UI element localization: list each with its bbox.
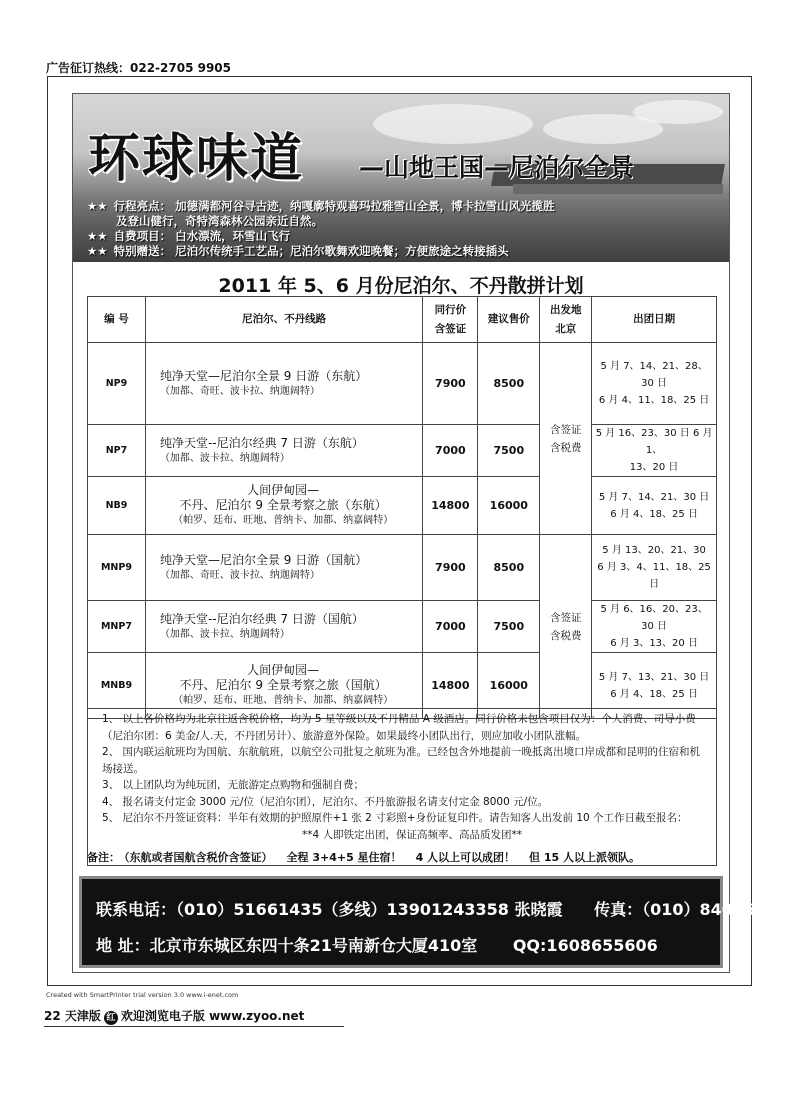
header-dates: 出团日期 (592, 297, 717, 343)
address-text: 北京市东城区东四十条21号南新仓大厦410室 (149, 936, 478, 955)
tour-code: MNP7 (88, 601, 146, 653)
remark-line (87, 850, 717, 866)
header-retail-price: 建议售价 (478, 297, 540, 343)
note-item: 4、 报名请支付定金 3000 元/位（尼泊尔团），尼泊尔、不丹旅游报名请支付定金 8000 元/位。 (102, 795, 549, 808)
highlight-text: 加德满都河谷寻古迹，纳嘎廓特观喜玛拉雅雪山全景，博卡拉雪山风光揽胜 (175, 199, 555, 213)
departure-dates (592, 601, 717, 653)
date-line: 5 月 7、14、21、28、30 日 (600, 361, 708, 389)
departure-note-line: 含税费 (550, 629, 582, 642)
highlight-line (87, 228, 290, 244)
remark-item: 但 15 人以上派领队。 (529, 851, 641, 864)
date-line: 13、20 日 (629, 462, 679, 473)
highlight-text: 白水漂流，环雪山飞行 (175, 229, 291, 243)
peer-price: 7900 (423, 343, 478, 425)
retail-price: 7500 (478, 425, 540, 477)
departure-note-line: 含签证 (550, 611, 582, 624)
route-name: 不丹、尼泊尔 9 全景考察之旅（国航） (179, 678, 387, 692)
route-stops: （加都、波卡拉、纳迦阔特） (159, 628, 290, 640)
table-row (88, 535, 717, 601)
tour-route (145, 477, 422, 535)
header-route: 尼泊尔、不丹线路 (145, 297, 422, 343)
address-label: 地 址： (96, 936, 150, 955)
star-icon: ★★ (87, 229, 108, 243)
plan-title: 2011 年 5、6 月份尼泊尔、不丹散拼计划 (218, 275, 584, 297)
retail-price: 16000 (478, 477, 540, 535)
remark-item: 4 人以上可以成团！ (415, 851, 516, 864)
page-number: 22 (44, 1009, 61, 1023)
highlight-label: 特别赠送： (113, 244, 172, 258)
route-name: 人间伊甸园— (247, 663, 320, 677)
date-line: 6 月 3、4、11、18、25 日 (597, 562, 711, 590)
header-peer-price-note: 含签证 (434, 322, 467, 335)
route-name: 纯净天堂--尼泊尔经典 7 日游（国航） (159, 611, 364, 626)
route-stops: （加都、奇旺、波卡拉、纳迦阔特） (159, 385, 320, 397)
peer-price: 7000 (423, 425, 478, 477)
software-credit: Created with SmartPrinter trial version 3.0 www.i-enet.com (46, 991, 239, 999)
route-name: 人间伊甸园— (247, 483, 320, 497)
retail-price: 8500 (478, 343, 540, 425)
peer-price: 7000 (423, 601, 478, 653)
route-stops: （加都、奇旺、波卡拉、纳迦阔特） (159, 569, 320, 581)
cloud-shape (373, 104, 533, 144)
tour-route (145, 601, 422, 653)
tour-route (145, 425, 422, 477)
departure-dates (592, 477, 717, 535)
highlight-label: 自费项目： (113, 229, 172, 243)
highlight-line (116, 213, 323, 229)
banner (73, 94, 729, 262)
route-stops: （帕罗、廷布、旺地、普纳卡、加都、纳嘉阔特） (173, 695, 394, 706)
date-line: 5 月 7、14、21、30 日 (598, 491, 710, 503)
peer-price: 14800 (423, 653, 478, 719)
footer-text: 欢迎浏览电子版 www.zyoo.net (120, 1009, 305, 1023)
table-row (88, 477, 717, 535)
departure-note (540, 343, 592, 535)
contact-box (79, 876, 789, 968)
highlight-line (87, 198, 555, 214)
route-name: 纯净天堂—尼泊尔全景 9 日游（东航） (159, 368, 368, 383)
remark-item: （东航或者国航含税价含签证） (124, 851, 273, 864)
date-line: 6 月 4、18、25 日 (610, 688, 698, 700)
phone-number: （010）51661435（多线）13901243358 张晓霞 (176, 900, 563, 919)
page-footer (44, 1007, 304, 1025)
table-row (88, 343, 717, 425)
date-line: 5 月 6、16、20、23、30 日 (600, 604, 708, 632)
highlight-label: 行程亮点： (113, 199, 172, 213)
header-departure-city: 北京 (555, 322, 577, 335)
table-row (88, 425, 717, 477)
peer-price: 14800 (423, 477, 478, 535)
note-item: 2、 国内联运航班均为国航、东航航班，以航空公司批复之航班为准。已经包含外地提前一晚抵离出境口岸成都和昆明的住宿和机场接送。 (102, 746, 701, 775)
retail-price: 16000 (478, 653, 540, 719)
date-line: 6 月 3、13、20 日 (610, 638, 698, 649)
contact-phone-line (96, 897, 789, 920)
edition-label: 天津版 (64, 1009, 101, 1023)
tour-route (145, 343, 422, 425)
terms-notes (87, 708, 717, 866)
fax-label: 传真： (594, 900, 643, 919)
header-peer-price (423, 297, 478, 343)
route-name: 不丹、尼泊尔 9 全景考察之旅（东航） (179, 498, 387, 512)
route-name: 纯净天堂—尼泊尔全景 9 日游（国航） (159, 552, 368, 567)
tour-plan-table (87, 296, 717, 719)
travel-advertisement (72, 93, 789, 973)
highlight-line (87, 243, 509, 259)
remark-label: 备注： (87, 851, 120, 864)
tour-code: NP9 (88, 343, 146, 425)
banner-subtitle: —山地王国—尼泊尔全景 (359, 153, 635, 182)
departure-note-line: 含税费 (550, 441, 582, 454)
departure-dates (592, 535, 717, 601)
red-badge-icon: 红 (104, 1011, 118, 1025)
date-line: 6 月 4、18、25 日 (610, 508, 698, 520)
highlight-text: 尼泊尔传统手工艺品；尼泊尔歌舞欢迎晚餐；方便旅途之转接插头 (175, 244, 509, 258)
tour-code: MNP9 (88, 535, 146, 601)
remark-item: 全程 3+4+5 星住宿！ (286, 851, 402, 864)
header-peer-price-label: 同行价 (434, 303, 467, 316)
cloud-shape (633, 100, 723, 124)
phone-label: 联系电话： (96, 900, 177, 919)
star-icon: ★★ (87, 199, 108, 213)
route-stops: （加都、波卡拉、纳迦阔特） (159, 452, 290, 464)
date-line: 5 月 7、13、21、30 日 (598, 671, 710, 683)
note-item: 3、 以上团队均为纯玩团，无旅游定点购物和强制自费； (102, 779, 365, 791)
tour-code: NP7 (88, 425, 146, 477)
route-stops: （帕罗、廷布、旺地、普纳卡、加都、纳嘉阔特） (173, 515, 394, 526)
date-line: 5 月 16、23、30 日 6 月 1、 (595, 428, 713, 456)
note-item: 5、 尼泊尔不丹签证资料：半年有效期的护照原件+1 张 2 寸彩照+身份证复印件。请告知客人出发前 10 个工作日截至报名： (102, 812, 688, 824)
star-icon: ★★ (87, 244, 108, 258)
temple-roof-shape (513, 184, 723, 194)
peer-price: 7900 (423, 535, 478, 601)
header-departure-label: 出发地 (550, 303, 582, 316)
header-departure (540, 297, 592, 343)
route-name: 纯净天堂--尼泊尔经典 7 日游（东航） (159, 435, 364, 450)
departure-note (540, 535, 592, 719)
note-item: 1、 以上各价格均为北京往返含税价格，均为 5 星等级以及不丹精品 A 级酒店。同行价格未包含项目仅为：个人消费、司导小费（尼泊尔团：6 美金/人.天，不丹团另计）、旅游意外保险。如果最终小团队出行，则应加收小团队涨幅。 (102, 713, 696, 742)
retail-price: 8500 (478, 535, 540, 601)
note-guarantee: **4 人即铁定出团，保证高频率、高品质发团** (302, 828, 523, 841)
banner-title: 环球味道 (88, 129, 305, 189)
retail-price: 7500 (478, 601, 540, 653)
fax-number: （010）84046038 (642, 900, 789, 919)
tour-route (145, 535, 422, 601)
tour-code: MNB9 (88, 653, 146, 719)
footer-divider (44, 1026, 344, 1027)
date-line: 5 月 13、20、21、30 (602, 545, 706, 556)
highlight-text: 及登山健行，奇特湾森林公园亲近自然。 (116, 214, 323, 228)
ad-hotline: 广告征订热线：022-2705 9905 (46, 61, 232, 75)
departure-note-line: 含签证 (550, 423, 582, 436)
contact-address-line (96, 933, 658, 956)
qq-number: QQ:1608655606 (512, 936, 658, 955)
departure-dates (592, 343, 717, 425)
table-row (88, 601, 717, 653)
date-line: 6 月 4、11、18、25 日 (598, 395, 710, 406)
tour-code: NB9 (88, 477, 146, 535)
table-header-row (88, 297, 717, 343)
header-code: 编 号 (88, 297, 146, 343)
departure-dates (592, 425, 717, 477)
